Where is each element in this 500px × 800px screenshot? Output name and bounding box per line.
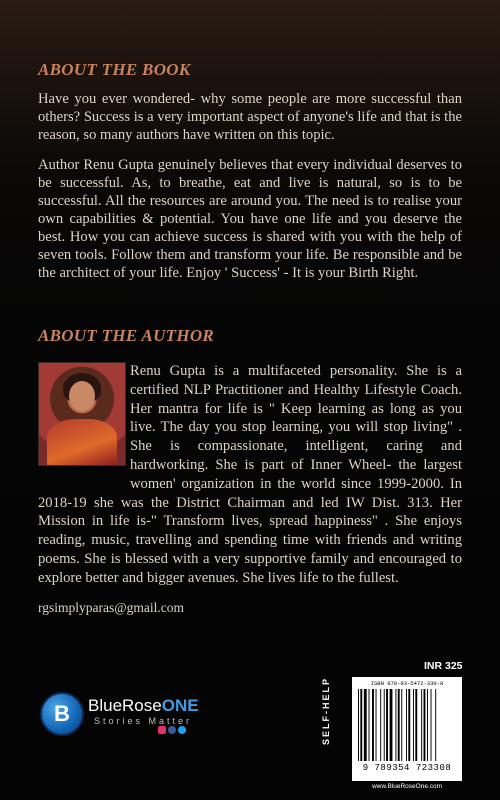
publisher-tagline: Stories Matter	[94, 716, 193, 726]
barcode-bar	[421, 689, 422, 761]
facebook-icon	[168, 726, 176, 734]
author-photo	[38, 362, 126, 466]
barcode-bar	[360, 689, 362, 761]
barcode-bar	[395, 689, 396, 761]
publisher-name-accent: ONE	[161, 696, 199, 715]
author-bio: Renu Gupta is a multifaceted personality. She is a certified NLP Practitioner and Healthy Lifestyle Coach. Her mantra for life is " Keep learning as long as you live. The day you stop learning, you will stop living" . She is compassionate, intelligent, caring and hardworking. She is part of Inner Wheel- the largest women' organization in the world since 1999-2000. In 2018-19 she was the District Chairman and led IW Dist. 313. Her Mission in life is-" Transform lives, spread happiness" . She enjoys reading, music, travelling and spending time with friends and writing poems. She is blessed with a very supportive family and encouraged to explore better and bigger avenues. She lives life to the fullest.	[38, 363, 462, 586]
twitter-icon	[178, 726, 186, 734]
barcode-bar	[408, 689, 410, 761]
barcode-bar	[390, 689, 393, 761]
author-email[interactable]: rgsimplyparas@gmail.com	[38, 600, 185, 615]
barcode-bar	[406, 689, 407, 761]
barcode-bar	[386, 689, 388, 761]
about-book-heading: ABOUT THE BOOK	[38, 60, 191, 79]
logo-letter: B	[54, 701, 70, 726]
publisher-name-main: BlueRose	[88, 696, 162, 715]
publisher-website[interactable]: www.BlueRoseOne.com	[371, 783, 443, 790]
barcode-bars	[358, 689, 456, 761]
barcode-number: 9 789354 723308	[362, 763, 452, 773]
price-label: INR 325	[424, 660, 463, 672]
barcode-bar	[364, 689, 367, 761]
barcode-bar	[372, 689, 374, 761]
barcode-bar	[415, 689, 417, 761]
barcode-bar	[401, 689, 402, 761]
about-book-paragraph-2: Author Renu Gupta genuinely believes that every individual deserves to be successful. As, to breathe, eat and live is natural, so is to be successful. All the resources are around you. The need is to realise your own capabilities & potential. You have one life and you deserve the best. How you can achieve success is shared with you with the help of seven tools. Follow them and transform your life. Be responsible and be the architect of your life. Enjoy ' Success' - It is your Birth Right.	[38, 157, 462, 281]
bluerose-logo-icon	[40, 692, 84, 736]
barcode-bar	[431, 689, 432, 761]
author-photo-saree	[47, 419, 117, 465]
barcode-bar	[398, 689, 400, 761]
barcode-bar	[427, 689, 428, 761]
social-icons	[158, 726, 186, 734]
barcode-bar	[380, 689, 381, 761]
barcode-bar	[413, 689, 414, 761]
author-photo-face	[69, 381, 95, 411]
instagram-icon	[158, 726, 166, 734]
barcode-bar	[384, 689, 385, 761]
genre-label: SELF-HELP	[321, 677, 331, 746]
barcode-bar	[424, 689, 426, 761]
barcode-bar	[435, 689, 436, 761]
about-author-heading: ABOUT THE AUTHOR	[38, 326, 215, 345]
publisher-name	[88, 696, 199, 716]
about-book-paragraph-1: Have you ever wondered- why some people are more successful than others? Success is a very important aspect of anyone's life and that is the reason, so many authors have written on this topic.	[38, 91, 462, 143]
barcode-bar	[358, 689, 359, 761]
barcode-bar	[376, 689, 377, 761]
barcode-bar	[369, 689, 370, 761]
isbn-label: ISBN 978-93-5472-330-8	[370, 680, 444, 687]
barcode	[352, 677, 462, 781]
